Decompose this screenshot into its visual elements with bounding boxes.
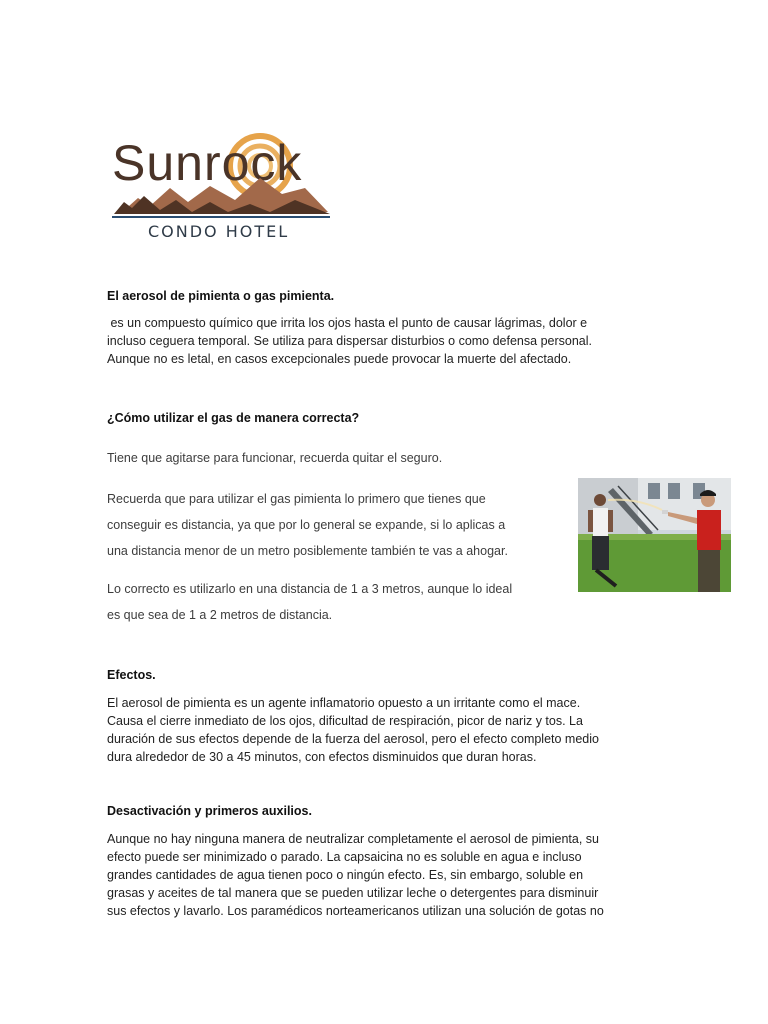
- text-line: dura alrededor de 30 a 45 minutos, con efectos disminuidos que duran horas.: [107, 750, 537, 764]
- heading-efectos: Efectos.: [107, 668, 156, 682]
- sunrock-logo: [110, 128, 335, 243]
- text-line: incluso ceguera temporal. Se utiliza para dispersar disturbios o como defensa personal.: [107, 334, 592, 348]
- text-line: grasas y aceites de tal manera que se pueden utilizar leche o detergentes para disminuir: [107, 886, 599, 900]
- text-line: conseguir es distancia, ya que por lo general se expande, si lo aplicas a: [107, 518, 506, 532]
- text-line: sus efectos y lavarlo. Los paramédicos norteamericanos utilizan una solución de gotas no: [107, 904, 604, 918]
- pepper-spray-photo: [578, 478, 731, 592]
- paragraph-aerosol: [107, 314, 707, 368]
- text-line: Lo correcto es utilizarlo en una distancia de 1 a 3 metros, aunque lo ideal: [107, 582, 513, 596]
- text-line: Aunque no hay ninguna manera de neutralizar completamente el aerosol de pimienta, su: [107, 832, 599, 846]
- paragraph-lo-correcto: [107, 576, 577, 628]
- text-line: duración de sus efectos depende de la fuerza del aerosol, pero el efecto completo medio: [107, 732, 599, 746]
- heading-aerosol: El aerosol de pimienta o gas pimienta.: [107, 289, 335, 303]
- text-line: Aunque no es letal, en casos excepcionales puede provocar la muerte del afectado.: [107, 352, 572, 366]
- text-line: Causa el cierre inmediato de los ojos, dificultad de respiración, picor de nariz y tos. La: [107, 714, 583, 728]
- text-line: grandes cantidades de agua tienen poco o ningún efecto. Es, sin embargo, soluble en: [107, 868, 584, 882]
- text-line: efecto puede ser minimizado o parado. La capsaicina no es soluble en agua e incluso: [107, 850, 582, 864]
- paragraph-distancia: [107, 486, 577, 564]
- paragraph-desactivacion: [107, 830, 707, 920]
- text-line: es que sea de 1 a 2 metros de distancia.: [107, 608, 333, 622]
- photo-person-left-head: [594, 494, 606, 506]
- text-line: Recuerda que para utilizar el gas pimienta lo primero que tienes que: [107, 492, 486, 506]
- heading-como-utilizar: ¿Cómo utilizar el gas de manera correcta?: [107, 411, 360, 425]
- logo-subtitle: CONDO HOTEL: [148, 222, 290, 241]
- text-line: una distancia menor de un metro posiblemente también te vas a ahogar.: [107, 544, 508, 558]
- paragraph-agitarse: Tiene que agitarse para funcionar, recuerda quitar el seguro.: [107, 451, 443, 465]
- heading-desactivacion: Desactivación y primeros auxilios.: [107, 804, 312, 818]
- logo-brand-text: Sunrock: [112, 135, 303, 191]
- paragraph-efectos: [107, 694, 707, 766]
- text-line: es un compuesto químico que irrita los ojos hasta el punto de causar lágrimas, dolor e: [107, 316, 588, 330]
- text-line: El aerosol de pimienta es un agente inflamatorio opuesto a un irritante como el mace.: [107, 696, 581, 710]
- logo-divider-line: [112, 216, 330, 218]
